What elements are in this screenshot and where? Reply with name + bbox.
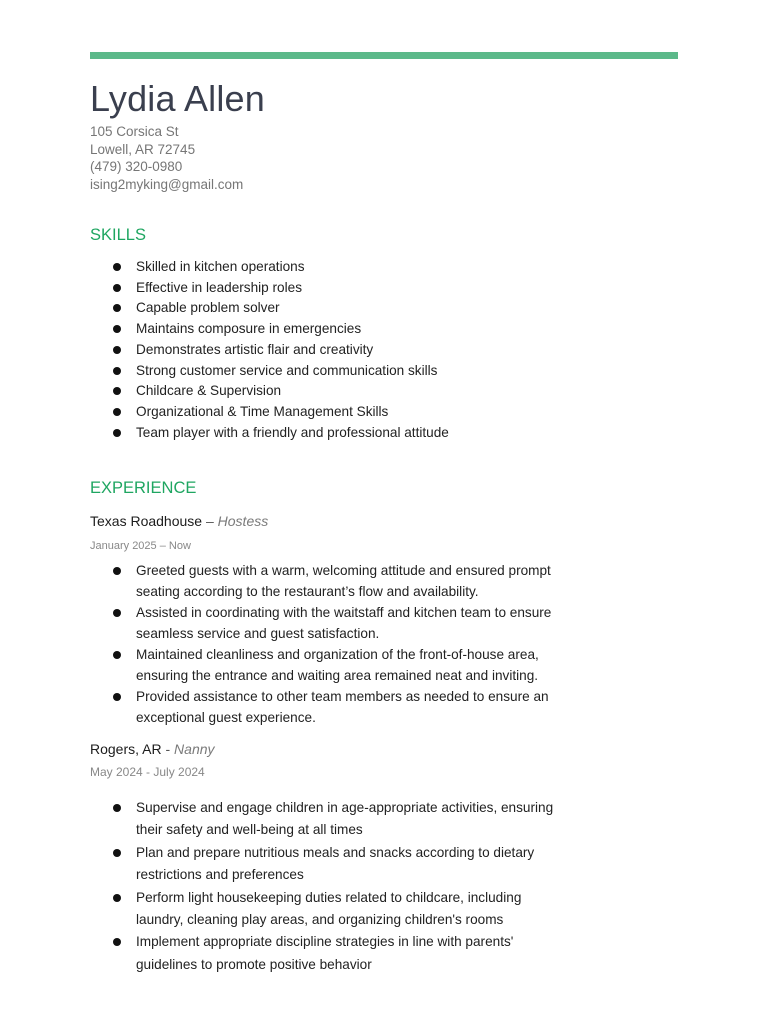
job-bullets-texas-roadhouse	[112, 560, 572, 728]
job-bullet: Provided assistance to other team members as needed to ensure an exceptional guest experience.	[112, 686, 572, 728]
address-line-1: 105 Corsica St	[90, 124, 179, 139]
job-bullet: Supervise and engage children in age-appropriate activities, ensuring their safety and well-being at all times	[112, 797, 572, 842]
job-bullet: Plan and prepare nutritious meals and snacks according to dietary restrictions and preferences	[112, 842, 572, 887]
skill-item: Skilled in kitchen operations	[112, 257, 572, 278]
contact-block	[90, 123, 243, 193]
skill-item: Team player with a friendly and professional attitude	[112, 423, 572, 444]
candidate-name: Lydia Allen	[90, 78, 265, 119]
email-address: ising2myking@gmail.com	[90, 176, 244, 192]
skill-item: Effective in leadership roles	[112, 278, 572, 299]
job-bullet: Perform light housekeeping duties related to childcare, including laundry, cleaning play areas, and organizing children's rooms	[112, 887, 572, 932]
job-dates: May 2024 - July 2024	[90, 765, 205, 779]
skills-heading: SKILLS	[90, 226, 146, 244]
skill-item: Organizational & Time Management Skills	[112, 402, 572, 423]
job-bullet: Maintained cleanliness and organization of the front-of-house area, ensuring the entrance and waiting area remained neat and inviting.	[112, 644, 572, 686]
job-bullet: Implement appropriate discipline strategies in line with parents' guidelines to promote positive behavior	[112, 931, 572, 976]
job-role: Nanny	[174, 741, 215, 757]
job-heading-texas-roadhouse	[90, 513, 268, 529]
skill-item: Maintains composure in emergencies	[112, 319, 572, 340]
skills-list	[112, 257, 572, 443]
top-accent-bar	[90, 52, 678, 59]
skill-item: Demonstrates artistic flair and creativity	[112, 340, 572, 361]
title-separator: -	[165, 741, 171, 757]
job-bullet: Assisted in coordinating with the waitstaff and kitchen team to ensure seamless service and guest satisfaction.	[112, 602, 572, 644]
address-line-2: Lowell, AR 72745	[90, 141, 196, 157]
job-dates: January 2025 – Now	[90, 540, 191, 552]
employer-name: Rogers, AR	[90, 741, 162, 757]
employer-name: Texas Roadhouse	[90, 513, 203, 529]
title-separator: –	[205, 513, 214, 529]
experience-heading: EXPERIENCE	[90, 479, 197, 497]
phone-number: (479) 320-0980	[90, 159, 183, 174]
skill-item: Childcare & Supervision	[112, 381, 572, 402]
job-role: Hostess	[217, 513, 269, 529]
skill-item: Capable problem solver	[112, 298, 572, 319]
job-bullet: Greeted guests with a warm, welcoming attitude and ensured prompt seating according to the restaurant’s flow and availability.	[112, 560, 572, 602]
skill-item: Strong customer service and communication skills	[112, 361, 572, 382]
job-heading-nanny	[90, 741, 215, 757]
job-bullets-nanny	[112, 797, 572, 976]
